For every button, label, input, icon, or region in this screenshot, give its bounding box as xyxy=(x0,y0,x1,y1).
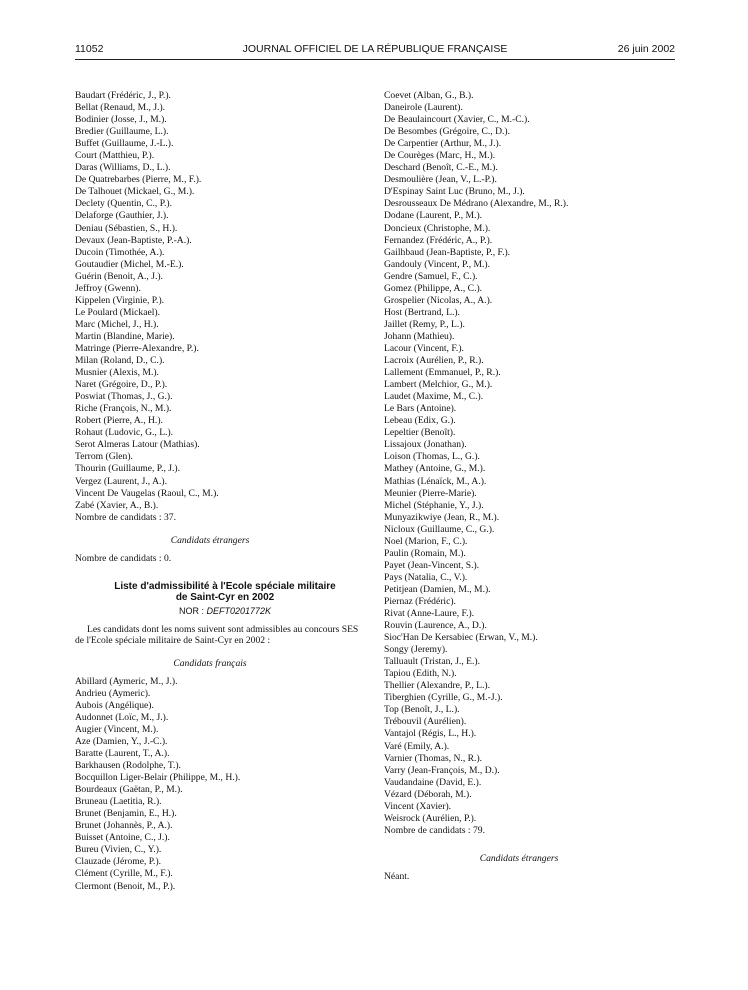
list-item: Brunet (Johannès, P., A.). xyxy=(75,820,173,832)
list-item: Serot Almeras Latour (Mathias). xyxy=(75,439,200,451)
french-candidates-heading: Candidats français xyxy=(173,657,247,669)
list-item: Lepeltier (Benoît). xyxy=(384,427,456,439)
list-item: Jeffroy (Gwenn). xyxy=(75,282,141,294)
list-item: Bureu (Vivien, C., Y.). xyxy=(75,844,162,856)
list-item: Lacour (Vincent, F.). xyxy=(384,342,464,354)
list-item: Vergez (Laurent, J., A.). xyxy=(75,475,167,487)
list-item: Declety (Quentin, C., P.). xyxy=(75,198,172,210)
list-item: Marc (Michel, J., H.). xyxy=(75,318,159,330)
list-item: Rivat (Anne-Laure, F.). xyxy=(384,608,475,620)
list-item: Bredier (Guillaume, L.). xyxy=(75,126,169,138)
list-item: Clément (Cyrille, M., F.). xyxy=(75,868,173,880)
list-item: Aubois (Angélique). xyxy=(75,699,154,711)
list-item: Vantajol (Régis, L., H.). xyxy=(384,728,477,740)
list-item: Audonnet (Loïc, M., J.). xyxy=(75,711,169,723)
list-item: Trébouvil (Aurélien). xyxy=(384,716,467,728)
list-item: Martin (Blandine, Marie). xyxy=(75,330,175,342)
list-item: Thourin (Guillaume, P., J.). xyxy=(75,463,180,475)
journal-title: JOURNAL OFFICIEL DE LA RÉPUBLIQUE FRANÇAISE xyxy=(242,43,508,55)
list-item: Meunier (Pierre-Marie). xyxy=(384,487,477,499)
list-item: Coevet (Alban, G., B.). xyxy=(384,90,474,101)
list-item: Petitjean (Damien, M., M.). xyxy=(384,583,491,595)
list-item: Clauzade (Jérome, P.). xyxy=(75,856,162,868)
list-item: Michel (Stéphanie, Y., J.). xyxy=(384,499,484,511)
list-item: Baratte (Laurent, T., A.). xyxy=(75,748,170,760)
list-item: Vincent De Vaugelas (Raoul, C., M.). xyxy=(75,487,219,499)
list-item: Poswiat (Thomas, J., G.). xyxy=(75,391,173,403)
publication-date: 26 juin 2002 xyxy=(617,43,675,55)
section-title-line1: Liste d'admissibilité à l'Ecole spéciale militaire xyxy=(114,580,336,592)
nor-reference xyxy=(75,604,375,618)
list-item: Riche (François, N., M.). xyxy=(75,403,172,415)
list-item: Varé (Emily, A.). xyxy=(384,740,450,752)
list-item: Mathey (Antoine, G., M.). xyxy=(384,463,486,475)
list-item: Delaforge (Gauthier, J.). xyxy=(75,210,169,222)
list-item: De Besombes (Grégoire, C., D.). xyxy=(384,126,511,138)
french-candidate-list xyxy=(75,676,375,893)
list-item: Dodane (Laurent, P., M.). xyxy=(384,210,483,222)
list-item: Daras (Williams, D., L.). xyxy=(75,162,171,174)
list-item: Munyazikwiye (Jean, R., M.). xyxy=(384,511,500,523)
list-item: Deniau (Sébastien, S., H.). xyxy=(75,222,178,234)
list-item: Tiberghien (Cyrille, G., M.-J.). xyxy=(384,692,503,704)
list-item: Lissajoux (Jonathan). xyxy=(384,439,467,451)
list-item: Bruneau (Laetitia, R.). xyxy=(75,796,162,808)
list-item: Devaux (Jean-Baptiste, P.-A.). xyxy=(75,234,192,246)
list-item: Buisset (Antoine, C., J.). xyxy=(75,832,170,844)
list-item: Desrousseaux De Médrano (Alexandre, M., R.). xyxy=(384,198,569,210)
list-item: Bodinier (Josse, J., M.). xyxy=(75,114,167,126)
list-item: Naret (Grégoire, D., P.). xyxy=(75,379,168,391)
list-item: Doncieux (Christophe, M.). xyxy=(384,222,491,234)
list-item: Desmoulière (Jean, V., L.-P.). xyxy=(384,174,497,186)
list-item: D'Espinay Saint Luc (Bruno, M., J.). xyxy=(384,186,525,198)
list-item: Mathias (Lénaïck, M., A.). xyxy=(384,475,487,487)
page-number: 11052 xyxy=(75,43,104,55)
list-item: De Beaulaincourt (Xavier, C., M.-C.). xyxy=(384,114,530,126)
list-item: De Carpentier (Arthur, M., J.). xyxy=(384,138,502,150)
list-item: Aze (Damien, Y., J.-C.). xyxy=(75,735,168,747)
list-item: Musnier (Alexis, M.). xyxy=(75,367,159,379)
right-candidate-list xyxy=(384,90,684,837)
list-item: Bourdeaux (Gaëtan, P., M.). xyxy=(75,784,183,796)
list-item: Buffet (Guillaume, J.-L.). xyxy=(75,138,174,150)
list-item: Sioc'Han De Kersabiec (Erwan, V., M.). xyxy=(384,632,538,644)
nor-code: DEFT0201772K xyxy=(206,605,272,616)
list-item: Nombre de candidats : 79. xyxy=(384,824,485,836)
list-item: Augier (Vincent, M.). xyxy=(75,723,159,735)
list-item: Abillard (Aymeric, M., J.). xyxy=(75,675,178,687)
list-item: Guérin (Benoit, A., J.). xyxy=(75,270,163,282)
nor-label: NOR : xyxy=(178,605,204,616)
list-item: Piernaz (Frédéric). xyxy=(384,595,456,607)
list-item: Deschard (Benoît, C.-E., M.). xyxy=(384,162,498,174)
section-title xyxy=(75,581,375,604)
list-item: Lallement (Emmanuel, P., R.). xyxy=(384,367,501,379)
list-item: Goutaudier (Michel, M.-E.). xyxy=(75,258,184,270)
list-item: Nombre de candidats : 37. xyxy=(75,511,176,523)
list-item: Andrieu (Aymeric). xyxy=(75,687,151,699)
list-item: Vincent (Xavier). xyxy=(384,800,452,812)
list-item: Lambert (Melchior, G., M.). xyxy=(384,379,493,391)
list-item: Gandouly (Vincent, P., M.). xyxy=(384,258,491,270)
list-item: Tapiou (Edith, N.). xyxy=(384,668,457,680)
list-item: Rouvin (Laurence, A., D.). xyxy=(384,620,487,632)
list-item: Brunet (Benjamin, E., H.). xyxy=(75,808,177,820)
list-item: Kippelen (Virginie, P.). xyxy=(75,294,165,306)
list-item: Baudart (Frédéric, J., P.). xyxy=(75,90,171,101)
list-item: Johann (Mathieu). xyxy=(384,330,455,342)
list-item: Varry (Jean-François, M., D.). xyxy=(384,764,500,776)
list-item: Laudet (Maxime, M., C.). xyxy=(384,391,484,403)
list-item: Clermont (Benoit, M., P.). xyxy=(75,880,176,892)
list-item: Songy (Jeremy). xyxy=(384,644,448,656)
list-item: Host (Bertrand, L.). xyxy=(384,306,460,318)
list-item: De Courèges (Marc, H., M.). xyxy=(384,150,496,162)
foreign-candidates-count: Nombre de candidats : 0. xyxy=(75,552,172,564)
left-column xyxy=(75,90,375,893)
list-item: De Quatrebarbes (Pierre, M., F.). xyxy=(75,174,202,186)
section-title-line2: de Saint-Cyr en 2002 xyxy=(175,592,275,604)
list-item: Grospelier (Nicolas, A., A.). xyxy=(384,294,493,306)
list-item: Noel (Marion, F., C.). xyxy=(384,535,468,547)
list-item: Lebeau (Edix, G.). xyxy=(384,415,456,427)
list-item: Gailhbaud (Jean-Baptiste, P., F.). xyxy=(384,246,511,258)
list-item: Lacroix (Aurélien, P., R.). xyxy=(384,355,484,367)
list-item: Rohaut (Ludovic, G., L.). xyxy=(75,427,174,439)
list-item: Gendre (Samuel, F., C.). xyxy=(384,270,478,282)
list-item: Le Bars (Antoine). xyxy=(384,403,457,415)
list-item: Top (Benoît, J., L.). xyxy=(384,704,460,716)
list-item: Daneirole (Laurent). xyxy=(384,102,463,114)
list-item: Paulin (Romain, M.). xyxy=(384,547,466,559)
list-item: Bellat (Renaud, M., J.). xyxy=(75,102,166,114)
list-item: Milan (Roland, D., C.). xyxy=(75,355,165,367)
list-item: Matringe (Pierre-Alexandre, P.). xyxy=(75,342,199,354)
intro-paragraph: Les candidats dont les noms suivent sont admissibles au concours SES de l'Ecole spéciale militaire de Saint-Cyr en 2002 : xyxy=(75,623,359,647)
list-item: Ducoin (Timothée, A.). xyxy=(75,246,165,258)
foreign-candidates-heading: Candidats étrangers xyxy=(170,534,250,546)
list-item: Loison (Thomas, L., G.). xyxy=(384,451,480,463)
list-item: Thellier (Alexandre, P., L.). xyxy=(384,680,491,692)
list-item: Jaillet (Remy, P., L.). xyxy=(384,318,465,330)
right-column xyxy=(384,90,684,883)
list-item: Varnier (Thomas, N., R.). xyxy=(384,752,483,764)
continued-candidate-list xyxy=(75,90,375,524)
list-item: Zabé (Xavier, A., B.). xyxy=(75,499,159,511)
list-item: Talluault (Tristan, J., E.). xyxy=(384,656,480,668)
list-item: Weisrock (Aurélien, P.). xyxy=(384,812,477,824)
list-item: Vaudandaine (David, E.). xyxy=(384,776,482,788)
list-item: Barkhausen (Rodolphe, T.). xyxy=(75,760,181,772)
list-item: Fernandez (Frédéric, A., P.). xyxy=(384,234,493,246)
header-rule xyxy=(75,59,675,60)
foreign-candidates-value: Néant. xyxy=(384,870,410,882)
page-header xyxy=(75,43,675,59)
list-item: Robert (Pierre, A., H.). xyxy=(75,415,163,427)
list-item: Pays (Natalia, C., V.). xyxy=(384,571,468,583)
list-item: Terrom (Glen). xyxy=(75,451,133,463)
list-item: Vézard (Déborah, M.). xyxy=(384,788,472,800)
foreign-candidates-heading-right: Candidats étrangers xyxy=(479,852,559,864)
list-item: Le Poulard (Mickael). xyxy=(75,306,160,318)
list-item: Court (Matthieu, P.). xyxy=(75,150,155,162)
list-item: De Talhouet (Mickael, G., M.). xyxy=(75,186,195,198)
list-item: Nicloux (Guillaume, C., G.). xyxy=(384,523,495,535)
list-item: Bocquillon Liger-Belair (Philippe, M., H.). xyxy=(75,772,241,784)
list-item: Payet (Jean-Vincent, S.). xyxy=(384,559,480,571)
list-item: Gomez (Philippe, A., C.). xyxy=(384,282,483,294)
